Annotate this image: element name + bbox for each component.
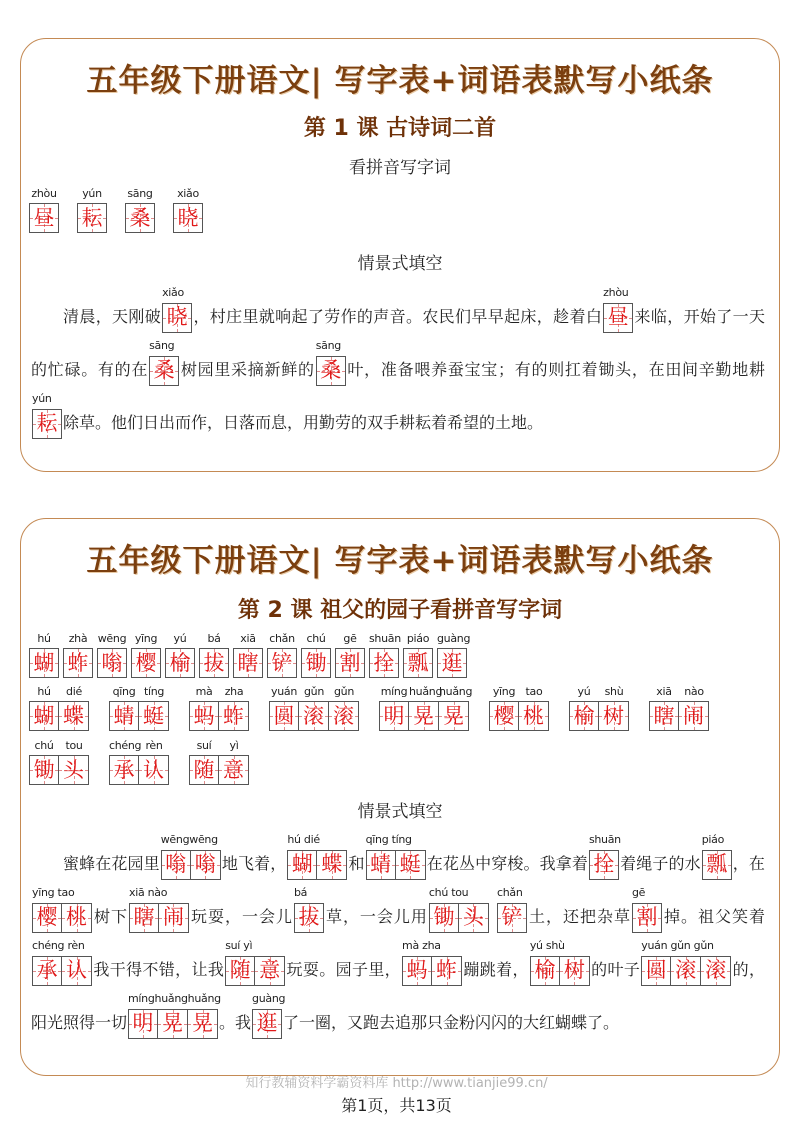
pinyin-label: guàng — [437, 632, 471, 645]
answer-box — [162, 285, 192, 333]
answer-box — [252, 991, 286, 1039]
pinyin-label: piáo — [406, 632, 430, 645]
pinyin-label: tíng — [143, 685, 165, 698]
passage-text: 清晨，天刚破 — [63, 307, 162, 326]
char-cell: 滚 — [299, 701, 329, 731]
answer-box — [160, 832, 221, 880]
passage-text: 在花丛中穿梭。我拿着 — [426, 854, 588, 873]
passage-text: 树下 — [93, 907, 128, 926]
card-1-main-title: 五年级下册语文| 写字表+词语表默写小纸条 — [86, 63, 714, 99]
word-group — [199, 632, 229, 678]
answer-box — [32, 938, 92, 986]
answer-box — [588, 832, 621, 880]
passage-text: 着绳子的水 — [619, 854, 701, 873]
char-cell: 闹 — [679, 701, 709, 731]
pinyin-label: shuān — [369, 632, 401, 645]
word-group — [649, 685, 709, 731]
char-cell: 圆 — [269, 701, 299, 731]
char-cell: 随 — [225, 956, 255, 986]
char-cell: 闹 — [159, 903, 189, 933]
pinyin-label: wēng — [97, 632, 127, 645]
answer-pinyin: suí yì — [225, 938, 253, 952]
answer-pinyin: chéng rèn — [32, 938, 85, 952]
pinyin-label: yīng — [134, 632, 158, 645]
answer-pinyin: qīng tíng — [365, 832, 412, 846]
word-group — [97, 632, 127, 678]
pinyin-label: yún — [82, 187, 102, 200]
pinyin-label: hú — [37, 632, 51, 645]
char-cell: 瓢 — [403, 648, 433, 678]
pinyin-label: yīng — [492, 685, 516, 698]
answer-box — [128, 885, 189, 933]
passage-text: 的叶子 — [590, 960, 641, 979]
char-cell: 承 — [32, 956, 62, 986]
pinyin-label: chǎn — [269, 632, 295, 645]
pinyin-label: chú — [306, 632, 326, 645]
char-cell: 蝴 — [29, 648, 59, 678]
answer-box — [402, 938, 462, 986]
char-cell: 明 — [379, 701, 409, 731]
char-cell: 桑 — [316, 356, 346, 386]
word-group — [109, 685, 169, 731]
char-cell: 榆 — [530, 956, 560, 986]
answer-pinyin: chǎn — [497, 885, 523, 899]
answer-pinyin: gē — [631, 885, 646, 899]
char-cell: 铲 — [267, 648, 297, 678]
char-cell: 滚 — [671, 956, 701, 986]
passage-text: 掉。祖父笑着 — [662, 907, 765, 926]
answer-box — [32, 885, 92, 933]
pinyin-label: hú — [37, 685, 51, 698]
answer-pinyin: bá — [293, 885, 308, 899]
word-group — [29, 685, 89, 731]
word-group — [403, 632, 433, 678]
char-cell: 蝴 — [29, 701, 59, 731]
passage-text: 来临，开始了一天的忙碌。有的在 — [31, 307, 765, 379]
word-group — [369, 632, 399, 678]
char-cell: 割 — [632, 903, 662, 933]
passage-text — [490, 907, 496, 926]
answer-box — [32, 391, 62, 439]
char-cell: 昼 — [29, 203, 59, 233]
page-number: 第1页，共13页 — [341, 1096, 452, 1115]
passage-text: ，在 — [732, 854, 765, 873]
char-cell: 拴 — [369, 648, 399, 678]
char-cell: 头 — [459, 903, 489, 933]
passage-text: 玩耍，一会儿 — [189, 907, 293, 926]
char-cell: 意 — [255, 956, 285, 986]
char-cell: 逛 — [252, 1009, 282, 1039]
word-group — [63, 632, 93, 678]
char-cell: 蚱 — [219, 701, 249, 731]
pinyin-label: zhòu — [31, 187, 57, 200]
char-cell: 拔 — [294, 903, 324, 933]
lesson-1-word-grid — [29, 187, 771, 233]
answer-box — [128, 991, 221, 1039]
pinyin-label: rèn — [145, 739, 163, 752]
answer-pinyin: hú dié — [287, 832, 320, 846]
passage-text: 土，还把杂草 — [528, 907, 631, 926]
char-cell: 头 — [59, 755, 89, 785]
char-cell: 耘 — [32, 409, 62, 439]
char-cell: 嗡 — [97, 648, 127, 678]
char-cell: 桃 — [519, 701, 549, 731]
answer-box — [365, 832, 426, 880]
word-group — [233, 632, 263, 678]
char-cell: 榆 — [569, 701, 599, 731]
answer-pinyin: yú shù — [529, 938, 565, 952]
char-cell: 锄 — [429, 903, 459, 933]
char-cell: 蚱 — [432, 956, 462, 986]
word-group — [189, 739, 249, 785]
char-cell: 树 — [560, 956, 590, 986]
answer-box — [631, 885, 662, 933]
char-cell: 蜻 — [109, 701, 139, 731]
char-cell: 蝴 — [287, 850, 317, 880]
word-group — [29, 187, 59, 233]
lesson-2-passage — [31, 832, 765, 1049]
char-cell: 蝶 — [317, 850, 347, 880]
lesson-2-title: 第 2 课 祖父的园子看拼音写字词 — [237, 598, 563, 623]
answer-pinyin: mínghuǎnghuǎng — [128, 991, 221, 1005]
answer-box — [701, 832, 732, 880]
pinyin-label: tou — [65, 739, 83, 752]
char-cell: 承 — [109, 755, 139, 785]
char-cell: 蚂 — [402, 956, 432, 986]
answer-box — [603, 285, 633, 333]
char-cell: 耘 — [77, 203, 107, 233]
answer-pinyin: piáo — [701, 832, 724, 846]
char-cell: 随 — [189, 755, 219, 785]
pinyin-label: suí — [196, 739, 212, 752]
pinyin-label: yuán — [271, 685, 297, 698]
answer-pinyin: sāng — [315, 338, 341, 352]
char-cell: 瞎 — [649, 701, 679, 731]
char-cell: 桑 — [125, 203, 155, 233]
answer-pinyin: yún — [32, 391, 52, 405]
char-cell: 明 — [128, 1009, 158, 1039]
passage-text: 和 — [348, 854, 365, 873]
answer-pinyin: zhòu — [603, 285, 629, 299]
answer-pinyin: wēngwēng — [160, 832, 218, 846]
answer-pinyin: chú tou — [428, 885, 469, 899]
pinyin-label: gǔn — [333, 685, 355, 698]
answer-box — [149, 338, 179, 386]
passage-text: 树园里采摘新鲜的 — [180, 360, 315, 379]
char-cell: 滚 — [701, 956, 731, 986]
char-cell: 樱 — [32, 903, 62, 933]
char-cell: 逛 — [437, 648, 467, 678]
char-cell: 拴 — [589, 850, 619, 880]
pinyin-label: chéng — [109, 739, 142, 752]
answer-box — [225, 938, 285, 986]
passage-text: 。我 — [219, 1013, 252, 1032]
pinyin-label: shù — [604, 685, 624, 698]
watermark: 知行教辅资料学霸资料库 http://www.tianjie99.cn/ — [245, 1076, 548, 1091]
char-cell: 蝶 — [59, 701, 89, 731]
char-cell: 锄 — [301, 648, 331, 678]
word-group — [29, 739, 89, 785]
char-cell: 瞎 — [129, 903, 159, 933]
word-group — [109, 739, 169, 785]
char-cell: 圆 — [641, 956, 671, 986]
char-cell: 蜓 — [139, 701, 169, 731]
lesson-2-word-row-2 — [29, 685, 771, 731]
char-cell: 晓 — [162, 303, 192, 333]
passage-text: 蜜蜂在花园里 — [63, 854, 160, 873]
pinyin-label: xiǎo — [177, 187, 199, 200]
word-group — [569, 685, 629, 731]
passage-text: 草，一会儿用 — [324, 907, 428, 926]
char-cell: 蜓 — [396, 850, 426, 880]
char-cell: 桃 — [62, 903, 92, 933]
lesson-1-passage — [31, 285, 765, 449]
word-group — [173, 187, 203, 233]
char-cell: 榆 — [165, 648, 195, 678]
passage-text: 地飞着， — [221, 854, 287, 873]
passage-text: 了一圈，又跑去追那只金粉闪闪的大红蝴蝶了。 — [283, 1013, 620, 1032]
pinyin-label: yì — [229, 739, 239, 752]
answer-pinyin: yīng tao — [32, 885, 75, 899]
pinyin-label: sāng — [127, 187, 153, 200]
char-cell: 认 — [139, 755, 169, 785]
answer-box — [315, 338, 346, 386]
answer-pinyin: sāng — [149, 338, 175, 352]
char-cell: 瓢 — [702, 850, 732, 880]
pinyin-label: bá — [207, 632, 221, 645]
passage-text: ，村庄里就响起了劳作的声音。农民们早早起床，趁着白 — [193, 307, 603, 326]
pinyin-label: míng — [380, 685, 408, 698]
answer-pinyin: shuān — [588, 832, 621, 846]
word-group — [29, 632, 59, 678]
answer-pinyin: yuán gǔn gǔn — [641, 938, 714, 952]
pinyin-label: gǔn — [303, 685, 325, 698]
char-cell: 桑 — [149, 356, 179, 386]
pinyin-label: tao — [525, 685, 543, 698]
word-group — [131, 632, 161, 678]
pinyin-label: gē — [343, 632, 357, 645]
char-cell: 嗡 — [191, 850, 221, 880]
char-cell: 樱 — [131, 648, 161, 678]
char-cell: 滚 — [329, 701, 359, 731]
char-cell: 锄 — [29, 755, 59, 785]
pinyin-label: zha — [224, 685, 244, 698]
answer-box — [428, 885, 489, 933]
char-cell: 拔 — [199, 648, 229, 678]
passage-text: 我干得不错，让我 — [93, 960, 225, 979]
word-group — [189, 685, 249, 731]
pinyin-label: huǎng — [439, 685, 473, 698]
answer-box — [287, 832, 347, 880]
char-cell: 认 — [62, 956, 92, 986]
char-cell: 晃 — [409, 701, 439, 731]
pinyin-label: nào — [684, 685, 704, 698]
passage-text: 玩耍。园子里， — [286, 960, 402, 979]
char-cell: 树 — [599, 701, 629, 731]
pinyin-label: zhà — [68, 632, 88, 645]
word-group — [267, 632, 297, 678]
word-group — [489, 685, 549, 731]
fill-section-title-2: 情景式填空 — [357, 802, 443, 822]
pinyin-label: chú — [34, 739, 54, 752]
word-group — [379, 685, 473, 731]
char-cell: 蚂 — [189, 701, 219, 731]
word-group — [165, 632, 195, 678]
char-cell: 樱 — [489, 701, 519, 731]
char-cell: 晓 — [173, 203, 203, 233]
char-cell: 嗡 — [161, 850, 191, 880]
pinyin-label: mà — [195, 685, 213, 698]
char-cell: 晃 — [158, 1009, 188, 1039]
worksheet-card-2 — [20, 518, 780, 1076]
lesson-1-title: 第 1 课 古诗词二首 — [303, 116, 497, 141]
card-2-main-title: 五年级下册语文| 写字表+词语表默写小纸条 — [86, 543, 714, 579]
fill-section-title: 情景式填空 — [357, 254, 443, 274]
word-group — [269, 685, 359, 731]
answer-box — [641, 938, 731, 986]
char-cell: 晃 — [188, 1009, 218, 1039]
pinyin-label: yú — [577, 685, 591, 698]
passage-text: 叶，准备喂养蚕宝宝；有的则扛着锄头，在田间辛勤地耕 — [346, 360, 765, 379]
passage-text: 除草。他们日出而作，日落而息，用勤劳的双手耕耘着希望的土地。 — [63, 413, 544, 432]
char-cell: 瞎 — [233, 648, 263, 678]
pinyin-label: xiā — [240, 632, 256, 645]
char-cell: 割 — [335, 648, 365, 678]
char-cell: 铲 — [497, 903, 527, 933]
word-group — [125, 187, 155, 233]
answer-pinyin: xiā nào — [128, 885, 168, 899]
lesson-2-word-row-3 — [29, 739, 771, 785]
char-cell: 蚱 — [63, 648, 93, 678]
answer-box — [497, 885, 527, 933]
answer-box — [529, 938, 590, 986]
word-group — [437, 632, 471, 678]
passage-text: 的，阳光照得一切 — [31, 960, 765, 1032]
pinyin-label: qīng — [112, 685, 136, 698]
worksheet-card-1 — [20, 38, 780, 472]
answer-pinyin: guàng — [252, 991, 286, 1005]
passage-text: 蹦跳着， — [463, 960, 529, 979]
answer-box — [293, 885, 324, 933]
word-group — [77, 187, 107, 233]
lesson-2-word-row-1 — [29, 632, 771, 678]
pinyin-label: huǎng — [409, 685, 443, 698]
word-section-title: 看拼音写字词 — [349, 158, 451, 178]
answer-pinyin: xiǎo — [162, 285, 184, 299]
char-cell: 昼 — [603, 303, 633, 333]
pinyin-label: dié — [66, 685, 82, 698]
word-group — [301, 632, 331, 678]
char-cell: 意 — [219, 755, 249, 785]
word-group — [335, 632, 365, 678]
answer-pinyin: mà zha — [402, 938, 441, 952]
pinyin-label: xiā — [656, 685, 672, 698]
char-cell: 晃 — [439, 701, 469, 731]
pinyin-label: yú — [173, 632, 187, 645]
char-cell: 蜻 — [366, 850, 396, 880]
